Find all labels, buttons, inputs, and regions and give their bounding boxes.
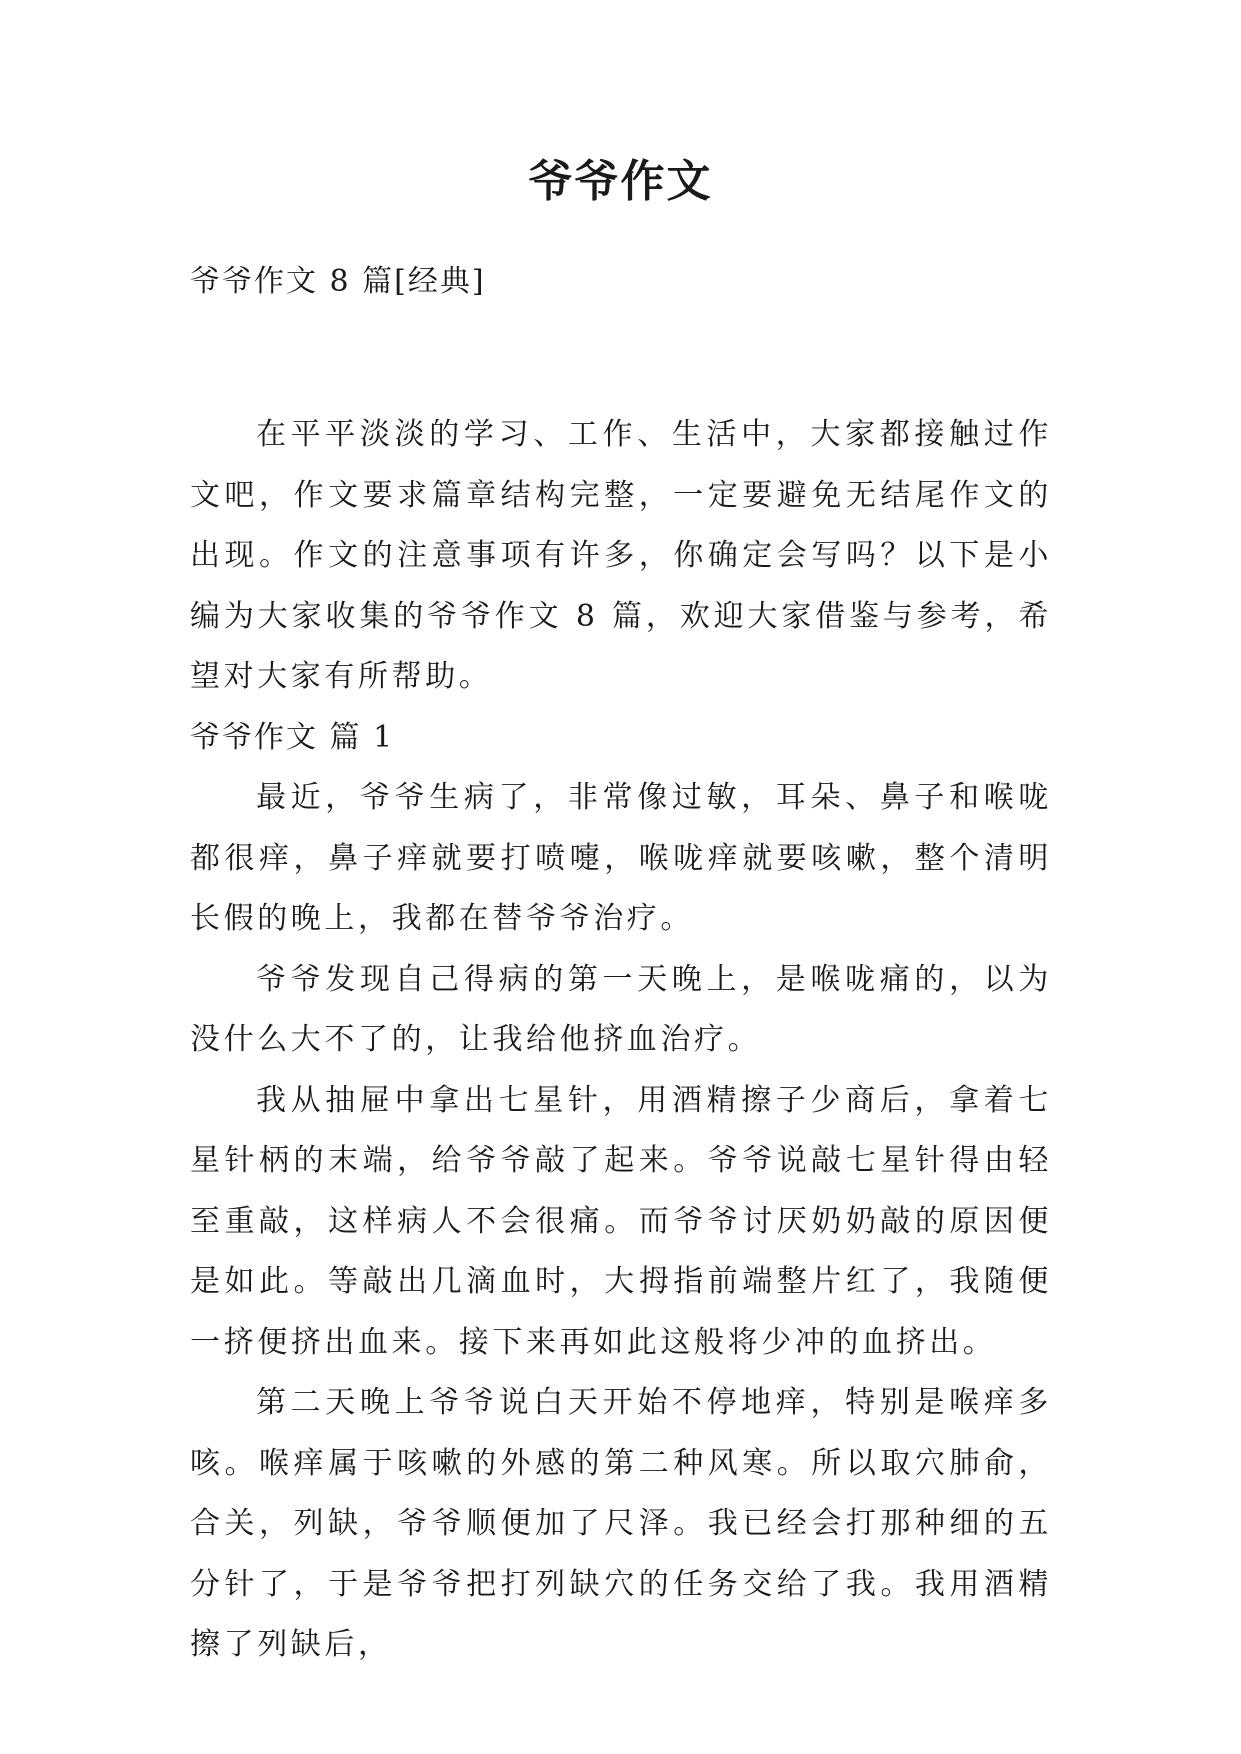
intro-paragraph: 在平平淡淡的学习、工作、生活中，大家都接触过作文吧，作文要求篇章结构完整，一定要避免无结尾作文的出现。作文的注意事项有许多，你确定会写吗？以下是小编为大家收集的爷爷作文 8 篇，欢迎大家借鉴与参考，希望对大家有所帮助。: [190, 417, 1052, 694]
body-paragraph: 爷爷发现自己得病的第一天晚上，是喉咙痛的，以为没什么大不了的，让我给他挤血治疗。: [190, 961, 1052, 1057]
body-paragraph: 我从抽屉中拿出七星针，用酒精擦子少商后，拿着七星针柄的末端，给爷爷敲了起来。爷爷说敲七星针得由轻至重敲，这样病人不会很痛。而爷爷讨厌奶奶敲的原因便是如此。等敲出几滴血时，大拇指前端整片红了，我随便一挤便挤出血来。接下来再如此这般将少冲的血挤出。: [190, 1082, 1052, 1360]
section-heading: 爷爷作文 篇 1: [190, 719, 395, 755]
body-paragraph: 第二天晚上爷爷说白天开始不停地痒，特别是喉痒多咳。喉痒属于咳嗽的外感的第二种风寒。所以取穴肺俞，合关，列缺，爷爷顺便加了尺泽。我已经会打那种细的五分针了，于是爷爷把打列缺穴的任务交给了我。我用酒精擦了列缺后，: [190, 1385, 1052, 1662]
body-paragraph: 最近，爷爷生病了，非常像过敏，耳朵、鼻子和喉咙都很痒，鼻子痒就要打喷嚏，喉咙痒就要咳嗽，整个清明长假的晚上，我都在替爷爷治疗。: [190, 780, 1052, 936]
document-subtitle: 爷爷作文 8 篇[经典]: [190, 264, 486, 299]
document-body: [190, 405, 1052, 1676]
document-title: 爷爷作文: [528, 156, 713, 207]
